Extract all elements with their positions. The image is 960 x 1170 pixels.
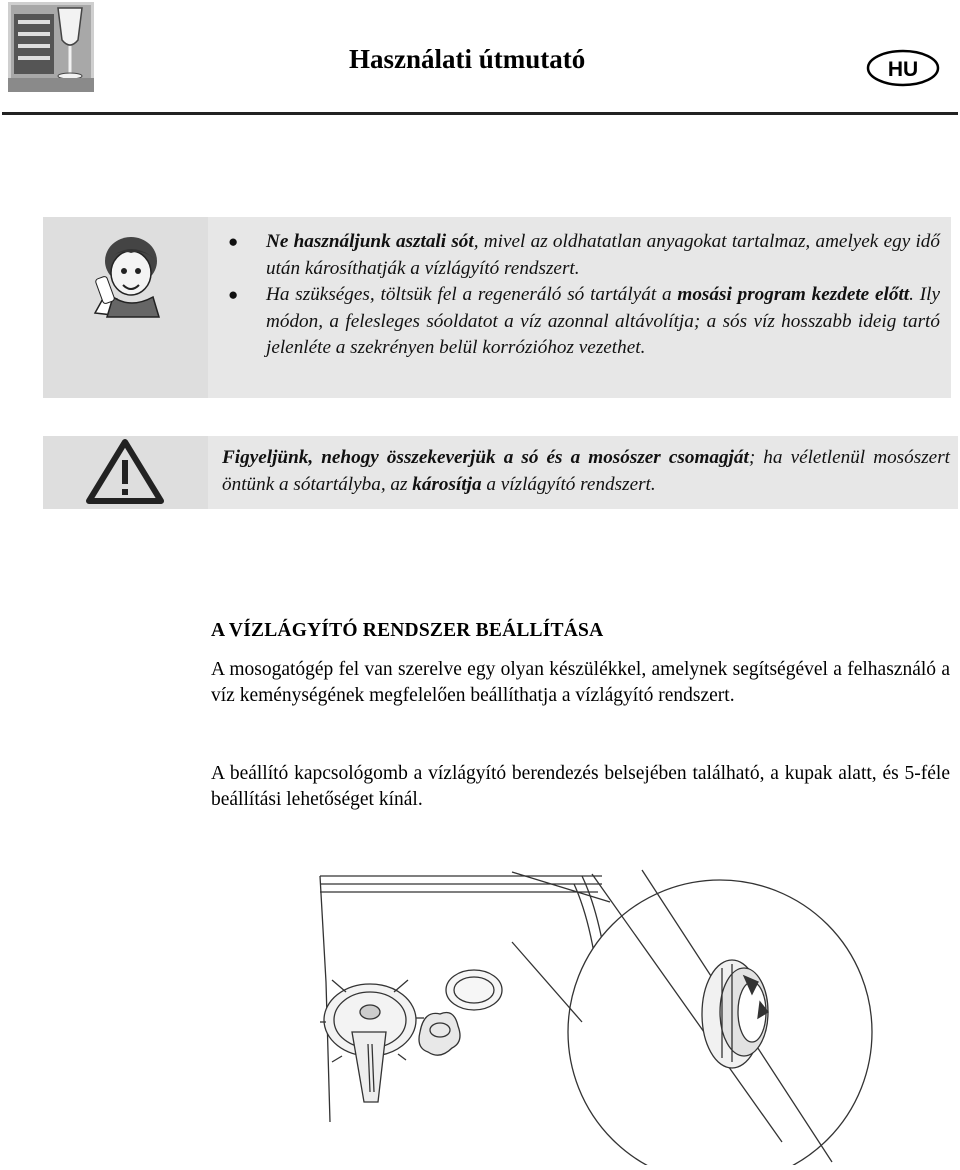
- salt-note-box: [43, 217, 951, 398]
- paragraph: A mosogatógép fel van szerelve egy olyan készülékkel, amelynek segítségével a felhasználó a víz keménységének megfelelően beállíthatja a vízlágyító rendszert.: [211, 659, 950, 707]
- header-divider: [2, 112, 958, 115]
- list-item: [228, 282, 940, 362]
- text-segment: károsítja: [412, 473, 482, 495]
- language-code: HU: [887, 58, 919, 81]
- page-title: Használati útmutató: [349, 44, 586, 74]
- bullet-dot: ●: [228, 285, 239, 304]
- note-icon-cell: [43, 436, 208, 509]
- text-segment: . Ily módon, a felesleges sóoldatot a víz azonnal altávolítja; a sós víz hosszabb ideig tartó jelenléte a szekrényen belül korrózióhoz vezethet.: [266, 284, 940, 358]
- text-segment: a vízlágyító rendszert.: [481, 473, 656, 495]
- text-segment: ; ha véletlenül mosószert öntünk a sótartályba, az: [222, 447, 950, 495]
- warning-note-box: [43, 436, 958, 509]
- salt-note-text: [228, 229, 940, 362]
- warning-triangle-icon: [43, 436, 208, 509]
- note-icon-cell: [43, 217, 208, 398]
- paragraph: A beállító kapcsológomb a vízlágyító berendezés belsejében található, a kupak alatt, és 5-féle beállítási lehetőséget kínál.: [211, 763, 950, 811]
- bullet-dot: ●: [228, 232, 239, 251]
- language-badge: [866, 49, 940, 87]
- text-segment: Ha szükséges, töltsük fel a regeneráló só tartályát a: [266, 284, 678, 305]
- text-segment: Figyeljünk, nehogy összekeverjük a só és a mosószer csomagját: [222, 447, 749, 468]
- cartoon-woman-icon: [43, 217, 208, 398]
- text-segment: , mivel az oldhatatlan anyagokat tartalmaz, amelyek egy idő után károsíthatják a vízlágyító rendszert.: [266, 231, 940, 279]
- dishwasher-glass-logo: [8, 2, 94, 92]
- text-segment: mosási program kezdete előtt: [677, 284, 910, 305]
- warning-note-text: [222, 445, 950, 498]
- section-heading: A VÍZLÁGYÍTÓ RENDSZER BEÁLLÍTÁSA: [211, 620, 604, 641]
- water-softener-selector-illustration: [312, 862, 960, 1165]
- text-segment: Ne használjunk asztali sót: [266, 231, 474, 252]
- list-item: [228, 229, 940, 282]
